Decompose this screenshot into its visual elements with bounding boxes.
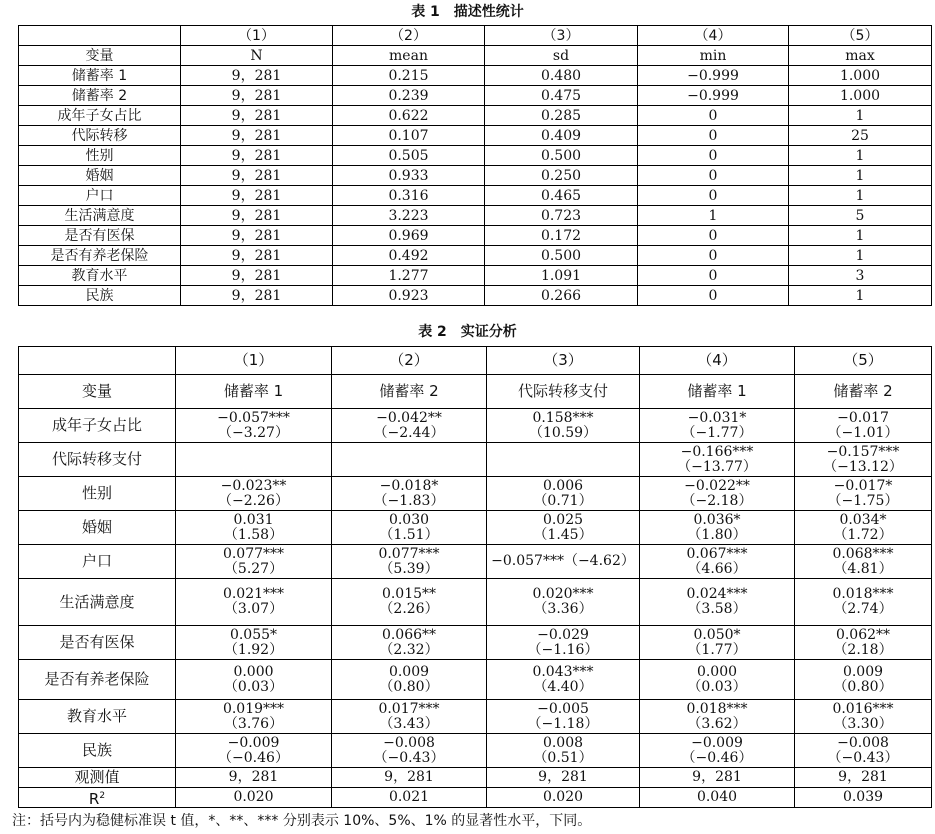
coefficient-value: −0.057***	[217, 409, 290, 426]
t-value: （0.03）	[687, 678, 747, 695]
t-value: （0.71）	[533, 492, 593, 509]
t-value: （1.45）	[533, 526, 593, 543]
t-value: （−1.18）	[527, 715, 599, 732]
coefficient-cell	[487, 409, 640, 443]
coefficient-value: −0.017*	[833, 477, 893, 494]
stat-value: 1	[638, 206, 789, 226]
table-row	[19, 477, 932, 511]
variable-name: 性别	[19, 477, 176, 511]
t-value: （5.39）	[379, 560, 439, 577]
empirical-analysis-table	[18, 346, 932, 808]
variable-name: 是否有医保	[19, 626, 176, 660]
coefficient-cell	[487, 660, 640, 700]
coefficient-value: −0.017	[837, 409, 889, 426]
table1-variable-header: 变量	[19, 46, 181, 66]
table1-column-number: （3）	[485, 26, 638, 46]
coefficient-cell	[332, 660, 487, 700]
t-value: （2.18）	[833, 641, 893, 658]
variable-name: 成年子女占比	[19, 106, 181, 126]
coefficient-value: 0.018***	[832, 586, 894, 602]
stat-value: 0.723	[485, 206, 638, 226]
t-value: （−0.46）	[218, 749, 289, 766]
t-value: （−3.27）	[218, 424, 289, 441]
t-value: （10.59）	[528, 424, 598, 441]
table2-variable-header: 变量	[19, 375, 176, 409]
table-row	[19, 286, 932, 306]
coefficient-cell	[176, 734, 332, 768]
table1-column-number: （5）	[789, 26, 932, 46]
coefficient-value: 0.015**	[381, 586, 437, 602]
variable-name: 户口	[19, 186, 181, 206]
stat-value: 9，281	[181, 106, 333, 126]
table2-column-header: 储蓄率 1	[640, 375, 795, 409]
stat-value: 3	[789, 266, 932, 286]
variable-name: 婚姻	[19, 166, 181, 186]
table-row	[19, 126, 932, 146]
coefficient-cell	[487, 734, 640, 768]
coefficient-value: 0.000	[696, 663, 738, 680]
variable-name: 婚姻	[19, 511, 176, 545]
table-row	[19, 266, 932, 286]
coefficient-value: 0.066**	[381, 626, 437, 643]
table2-column-number: （4）	[640, 347, 795, 375]
table-row	[19, 106, 932, 126]
variable-name: 储蓄率 1	[19, 66, 181, 86]
coefficient-value: 0.043***	[532, 663, 594, 680]
t-value: （4.81）	[833, 560, 893, 577]
coefficient-value: 0.077***	[378, 545, 440, 562]
table2-column-header: 储蓄率 2	[332, 375, 487, 409]
table-row	[19, 206, 932, 226]
stat-value: 0.933	[333, 166, 485, 186]
coefficient-cell	[640, 477, 795, 511]
table2-column-number: （5）	[795, 347, 932, 375]
t-value: （3.07）	[223, 601, 284, 617]
variable-name: 观测值	[19, 768, 176, 788]
coefficient-cell	[795, 734, 932, 768]
t-value: （3.36）	[533, 601, 593, 617]
coefficient-cell	[795, 545, 932, 579]
stat-value: 9，281	[181, 166, 333, 186]
coefficient-cell	[795, 477, 932, 511]
table-row	[19, 86, 932, 106]
coefficient-value: 0.050*	[693, 626, 741, 643]
coefficient-value: 0.025	[542, 511, 584, 528]
coefficient-value: 0.018***	[686, 700, 748, 717]
t-value: （3.62）	[687, 715, 747, 732]
stat-value: 9，281	[181, 126, 333, 146]
variable-name: 成年子女占比	[19, 409, 176, 443]
variable-name: 生活满意度	[19, 206, 181, 226]
coefficient-cell	[176, 477, 332, 511]
coefficient-value: 0.067***	[686, 545, 748, 562]
stat-value: 0.475	[485, 86, 638, 106]
t-value: （1.58）	[223, 526, 284, 543]
stat-value: 0.250	[485, 166, 638, 186]
coefficient-cell	[487, 443, 640, 477]
stat-value: 0	[638, 226, 789, 246]
t-value: （−13.77）	[677, 458, 757, 475]
coefficient-cell	[795, 700, 932, 734]
stat-value: 1	[789, 246, 932, 266]
stat-value: 9，281	[181, 226, 333, 246]
r-squared-label	[19, 788, 176, 808]
stat-value: 9，281	[181, 246, 333, 266]
stat-value: 0.107	[333, 126, 485, 146]
r-squared-symbol: R	[88, 789, 100, 808]
stat-value: 1	[789, 106, 932, 126]
table2-header-row	[19, 375, 932, 409]
coefficient-value: −0.022**	[684, 477, 750, 494]
coefficient-value: 0.009	[842, 663, 884, 680]
table1-column-header: min	[638, 46, 789, 66]
coefficient-cell	[332, 579, 487, 626]
coefficient-cell	[795, 660, 932, 700]
coefficient-value: 0.062**	[835, 626, 891, 643]
coefficient-value: 0.158***	[532, 409, 594, 426]
stat-value: 1.091	[485, 266, 638, 286]
t-value: （−2.44）	[373, 424, 445, 441]
variable-name: 是否有养老保险	[19, 660, 176, 700]
variable-name: 教育水平	[19, 266, 181, 286]
stat-value: 0.465	[485, 186, 638, 206]
table1-corner-cell	[19, 26, 181, 46]
coefficient-cell	[176, 443, 332, 477]
coefficient-value: 0.036*	[693, 511, 741, 528]
t-value: （1.80）	[687, 526, 747, 543]
table-row	[19, 226, 932, 246]
t-value: （−1.75）	[827, 492, 899, 509]
coefficient-value: 0.008	[542, 734, 584, 751]
stat-value: 9，281	[181, 86, 333, 106]
stat-value: 9，281	[181, 266, 333, 286]
variable-name: 生活满意度	[19, 579, 176, 626]
coefficient-value: 0.016***	[832, 700, 894, 717]
stat-value: 1.277	[333, 266, 485, 286]
t-value: （0.03）	[223, 678, 284, 695]
table1-column-header: N	[181, 46, 333, 66]
stat-value: 0.172	[485, 226, 638, 246]
variable-name: 是否有医保	[19, 226, 181, 246]
coefficient-cell	[640, 409, 795, 443]
coefficient-value: −0.023**	[220, 477, 287, 494]
coefficient-value: 0.030	[388, 511, 430, 528]
stat-value: 0.923	[333, 286, 485, 306]
t-value: （3.76）	[223, 715, 284, 732]
coefficient-cell	[487, 579, 640, 626]
stat-value: 0	[638, 186, 789, 206]
coefficient-cell	[332, 626, 487, 660]
table-row	[19, 545, 932, 579]
table1-column-header: mean	[333, 46, 485, 66]
table-row	[19, 443, 932, 477]
t-value: （−1.01）	[827, 424, 899, 441]
stat-value: 0	[638, 146, 789, 166]
variable-name: 储蓄率 2	[19, 86, 181, 106]
t-value: （3.30）	[833, 715, 893, 732]
stat-value: 0.266	[485, 286, 638, 306]
table2-caption: 表 2 实证分析	[418, 324, 517, 340]
variable-name: 代际转移支付	[19, 443, 176, 477]
stat-value: 1.000	[789, 86, 932, 106]
t-value: （−2.26）	[218, 492, 289, 509]
stat-value: 0	[638, 126, 789, 146]
coefficient-value: 0.034*	[839, 511, 887, 528]
t-value: （2.74）	[833, 601, 893, 617]
coefficient-value: 0.017***	[378, 700, 440, 717]
t-value: （3.58）	[687, 601, 747, 617]
table2-column-number: （2）	[332, 347, 487, 375]
coefficient-value: −0.042**	[376, 409, 442, 426]
stat-value: −0.999	[638, 66, 789, 86]
table2-column-header: 储蓄率 2	[795, 375, 932, 409]
coefficient-cell	[332, 443, 487, 477]
t-value: （−1.77）	[681, 424, 753, 441]
stat-value: 9，281	[181, 286, 333, 306]
observation-count: 9，281	[332, 768, 487, 788]
coefficient-cell	[487, 626, 640, 660]
stat-value: 1	[789, 226, 932, 246]
table-row	[19, 66, 932, 86]
r-squared-value: 0.020	[176, 788, 332, 808]
stat-value: 0.480	[485, 66, 638, 86]
r-squared-row	[19, 788, 932, 808]
table2-column-header: 代际转移支付	[487, 375, 640, 409]
table1-caption: 表 1 描述性统计	[411, 4, 524, 20]
table2-column-header: 储蓄率 1	[176, 375, 332, 409]
table-row	[19, 626, 932, 660]
coefficient-value: 0.019***	[222, 700, 285, 717]
r-squared-value: 0.039	[795, 788, 932, 808]
table-row	[19, 511, 932, 545]
stat-value: −0.999	[638, 86, 789, 106]
observation-count: 9，281	[795, 768, 932, 788]
table-note: 注：括号内为稳健标准误 t 值，*、**、*** 分别表示 10%、5%、1% 的显著性水平，下同。	[12, 813, 592, 829]
variable-name: 代际转移	[19, 126, 181, 146]
stat-value: 1	[789, 166, 932, 186]
stat-value: 1	[789, 286, 932, 306]
descriptive-statistics-table	[18, 25, 932, 306]
coefficient-value: −0.057***（−4.62）	[491, 553, 635, 569]
observation-count: 9，281	[176, 768, 332, 788]
coefficient-value: 0.000	[233, 663, 274, 680]
table1-colnum-row	[19, 26, 932, 46]
t-value: （0.80）	[833, 678, 893, 695]
t-value: （1.92）	[223, 641, 284, 658]
variable-name: 是否有养老保险	[19, 246, 181, 266]
stat-value: 5	[789, 206, 932, 226]
coefficient-cell	[795, 579, 932, 626]
coefficient-value: −0.008	[837, 734, 889, 751]
t-value: （0.80）	[379, 678, 439, 695]
table2-colnum-row	[19, 347, 932, 375]
stat-value: 9，281	[181, 206, 333, 226]
table-row	[19, 700, 932, 734]
t-value: （0.51）	[533, 749, 593, 766]
stat-value: 9，281	[181, 146, 333, 166]
coefficient-cell	[332, 545, 487, 579]
t-value: （1.51）	[379, 526, 439, 543]
table-row	[19, 579, 932, 626]
table1-column-number: （2）	[333, 26, 485, 46]
coefficient-cell	[176, 409, 332, 443]
table1-column-header: max	[789, 46, 932, 66]
table-row	[19, 186, 932, 206]
table-row	[19, 409, 932, 443]
stat-value: 3.223	[333, 206, 485, 226]
t-value: （2.26）	[379, 601, 439, 617]
r-squared-value: 0.021	[332, 788, 487, 808]
coefficient-cell	[640, 700, 795, 734]
stat-value: 0.215	[333, 66, 485, 86]
t-value: （−0.46）	[681, 749, 753, 766]
t-value: （4.66）	[687, 560, 747, 577]
t-value: （1.77）	[687, 641, 747, 658]
coefficient-cell	[640, 734, 795, 768]
coefficient-value: −0.166***	[680, 443, 754, 460]
coefficient-value: 0.031	[233, 511, 274, 528]
observation-count: 9，281	[640, 768, 795, 788]
stat-value: 0.285	[485, 106, 638, 126]
table-row	[19, 146, 932, 166]
stat-value: 9，281	[181, 66, 333, 86]
coefficient-value: −0.157***	[826, 443, 900, 460]
coefficient-cell	[640, 626, 795, 660]
coefficient-cell	[487, 545, 640, 579]
table1-header-row	[19, 46, 932, 66]
coefficient-value: 0.055*	[229, 626, 278, 643]
t-value: （5.27）	[223, 560, 284, 577]
table-row	[19, 660, 932, 700]
t-value: （3.43）	[379, 715, 439, 732]
stat-value: 0.969	[333, 226, 485, 246]
t-value: （−0.43）	[373, 749, 445, 766]
stat-value: 0	[638, 166, 789, 186]
stat-value: 0.316	[333, 186, 485, 206]
coefficient-value: −0.031*	[687, 409, 747, 426]
stat-value: 0.492	[333, 246, 485, 266]
observation-count: 9，281	[487, 768, 640, 788]
coefficient-value: 0.077***	[222, 545, 285, 562]
t-value: （−1.83）	[373, 492, 445, 509]
coefficient-value: −0.018*	[379, 477, 439, 494]
table-row	[19, 734, 932, 768]
coefficient-cell	[332, 511, 487, 545]
coefficient-value: 0.009	[388, 663, 430, 680]
stat-value: 0.239	[333, 86, 485, 106]
coefficient-cell	[795, 443, 932, 477]
stat-value: 0.505	[333, 146, 485, 166]
variable-name: 教育水平	[19, 700, 176, 734]
coefficient-cell	[332, 477, 487, 511]
coefficient-cell	[795, 511, 932, 545]
table1-column-number: （4）	[638, 26, 789, 46]
coefficient-value: 0.068***	[832, 545, 894, 562]
observations-row	[19, 768, 932, 788]
stat-value: 1.000	[789, 66, 932, 86]
table1-column-header: sd	[485, 46, 638, 66]
coefficient-cell	[487, 477, 640, 511]
coefficient-cell	[640, 660, 795, 700]
stat-value: 0.500	[485, 246, 638, 266]
stat-value: 25	[789, 126, 932, 146]
coefficient-cell	[795, 626, 932, 660]
coefficient-value: 0.020***	[532, 586, 594, 602]
r-squared-value: 0.020	[487, 788, 640, 808]
stat-value: 0	[638, 106, 789, 126]
stat-value: 1	[789, 186, 932, 206]
coefficient-cell	[487, 511, 640, 545]
coefficient-value: 0.024***	[686, 586, 748, 602]
t-value: （−0.43）	[827, 749, 899, 766]
table-row	[19, 246, 932, 266]
stat-value: 1	[789, 146, 932, 166]
table2-column-number: （3）	[487, 347, 640, 375]
r-squared-exponent: 2	[99, 790, 106, 801]
coefficient-cell	[640, 511, 795, 545]
coefficient-value: −0.029	[537, 626, 589, 643]
coefficient-value: 0.006	[542, 477, 584, 494]
stat-value: 0.500	[485, 146, 638, 166]
coefficient-cell	[176, 700, 332, 734]
coefficient-value: −0.009	[227, 734, 280, 751]
stat-value: 0.409	[485, 126, 638, 146]
coefficient-cell	[176, 626, 332, 660]
coefficient-cell	[487, 700, 640, 734]
variable-name: 民族	[19, 734, 176, 768]
coefficient-cell	[176, 579, 332, 626]
table-row	[19, 166, 932, 186]
table2-corner-cell	[19, 347, 176, 375]
coefficient-cell	[640, 443, 795, 477]
variable-name: 性别	[19, 146, 181, 166]
coefficient-cell	[176, 545, 332, 579]
coefficient-value: 0.021***	[222, 586, 285, 602]
coefficient-value: −0.005	[537, 700, 589, 717]
stat-value: 0.622	[333, 106, 485, 126]
r-squared-value: 0.040	[640, 788, 795, 808]
t-value: （1.72）	[833, 526, 893, 543]
t-value: （−13.12）	[823, 458, 903, 475]
coefficient-cell	[795, 409, 932, 443]
coefficient-cell	[332, 700, 487, 734]
stat-value: 9，281	[181, 186, 333, 206]
variable-name: 民族	[19, 286, 181, 306]
coefficient-cell	[332, 734, 487, 768]
stat-value: 0	[638, 266, 789, 286]
coefficient-value: −0.008	[383, 734, 435, 751]
table1-column-number: （1）	[181, 26, 333, 46]
coefficient-cell	[640, 545, 795, 579]
coefficient-cell	[176, 660, 332, 700]
t-value: （−2.18）	[681, 492, 753, 509]
t-value: （4.40）	[533, 678, 593, 695]
table2-column-number: （1）	[176, 347, 332, 375]
t-value: （−1.16）	[527, 641, 599, 658]
stat-value: 0	[638, 286, 789, 306]
t-value: （2.32）	[379, 641, 439, 658]
coefficient-value: −0.009	[691, 734, 743, 751]
stat-value: 0	[638, 246, 789, 266]
coefficient-cell	[640, 579, 795, 626]
variable-name: 户口	[19, 545, 176, 579]
coefficient-cell	[176, 511, 332, 545]
coefficient-cell	[332, 409, 487, 443]
